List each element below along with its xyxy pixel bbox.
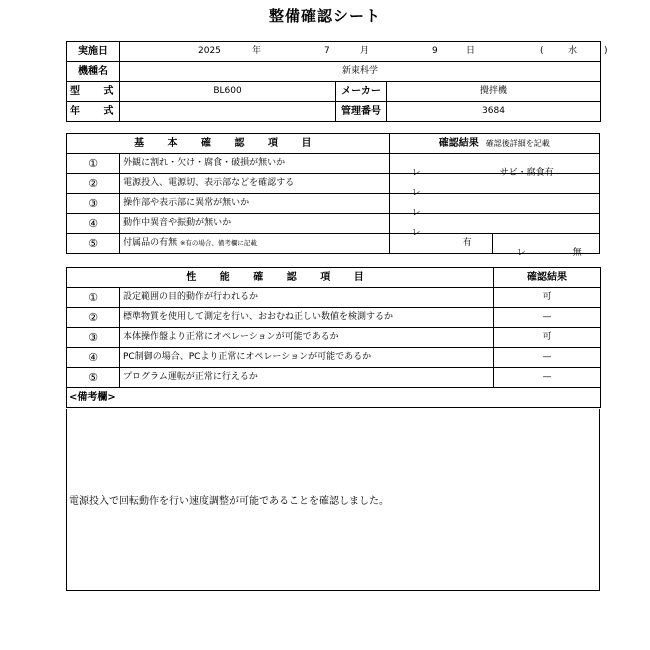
model-label: 機種名	[67, 62, 120, 82]
table-row	[67, 328, 601, 348]
basic-result-note: 確認後詳細を記載	[485, 139, 550, 148]
row-text	[120, 234, 389, 254]
performance-check-table	[66, 267, 601, 408]
accessories-result	[492, 234, 599, 258]
row-number: ⑤	[67, 368, 120, 388]
date-value	[120, 42, 608, 62]
weekday-value: 水	[568, 46, 578, 56]
row-result: 可	[494, 328, 601, 348]
year-model-label: 年 式	[67, 102, 120, 122]
basic-result-header	[389, 134, 599, 154]
maker-value: 攪拌機	[387, 82, 601, 102]
row-text: 標準物質を使用して測定を行い、おおむね正しい数値を検測するか	[120, 308, 494, 328]
remarks-header: <備考欄>	[67, 388, 601, 408]
date-label: 実施日	[67, 42, 120, 62]
row-check: レ	[516, 247, 526, 258]
row-text: 動作中異音や振動が無いか	[120, 214, 389, 234]
month-unit: 月	[360, 46, 370, 56]
year-value: 2025	[198, 46, 221, 56]
basic-result-label: 確認結果	[438, 138, 479, 149]
row-result	[389, 214, 599, 238]
row-number: ③	[67, 328, 120, 348]
year-model-value	[120, 102, 336, 122]
maker-label: メーカー	[336, 82, 387, 102]
accessories-none: 無	[572, 247, 582, 258]
row-result	[389, 194, 599, 218]
table-row	[67, 194, 600, 214]
page-title: 整備確認シート	[268, 7, 381, 25]
basic-header: 基 本 確 認 項 目	[67, 134, 390, 154]
row-result: —	[494, 368, 601, 388]
weekday-open: (	[540, 46, 544, 56]
accessories-note: ※有の場合、備考欄に記載	[179, 239, 257, 247]
info-table	[66, 41, 608, 122]
month-value: 7	[324, 46, 330, 56]
row-number: ②	[67, 174, 120, 194]
type-value: BL600	[120, 82, 336, 102]
year-unit: 年	[252, 46, 262, 56]
row-check: レ	[411, 227, 421, 238]
row-result: 可	[494, 288, 601, 308]
row-check: レ	[411, 187, 421, 198]
weekday-close: )	[604, 46, 608, 56]
day-unit: 日	[466, 46, 476, 56]
table-row	[67, 214, 600, 234]
row-number: ④	[67, 348, 120, 368]
row-result	[389, 154, 599, 178]
table-row	[67, 348, 601, 368]
row-result: —	[494, 308, 601, 328]
row-detail: サビ・腐食有	[499, 167, 554, 178]
row-result	[389, 174, 599, 198]
mgmt-value: 3684	[387, 102, 601, 122]
row-text: 本体操作盤より正常にオペレーションが可能であるか	[120, 328, 494, 348]
row-text: 操作部や表示部に異常が無いか	[120, 194, 389, 214]
table-row	[67, 368, 601, 388]
table-row	[67, 308, 601, 328]
model-value: 新東科学	[120, 62, 601, 82]
row-number: ④	[67, 214, 120, 234]
row-number: ⑤	[67, 234, 120, 254]
row-number: ①	[67, 154, 120, 174]
accessories-has: 有	[389, 234, 492, 254]
row-text: 設定範囲の目的動作が行われるか	[120, 288, 494, 308]
type-label: 型 式	[67, 82, 120, 102]
performance-result-header: 確認結果	[494, 268, 601, 288]
basic-check-table	[66, 133, 600, 258]
table-row	[67, 154, 600, 174]
row-result: —	[494, 348, 601, 368]
row-check: レ	[411, 167, 421, 178]
accessories-label: 付属品の有無	[123, 238, 178, 248]
remarks-box	[66, 409, 600, 591]
day-value: 9	[432, 46, 438, 56]
row-number: ②	[67, 308, 120, 328]
row-check: レ	[411, 207, 421, 218]
row-number: ①	[67, 288, 120, 308]
row-text: プログラム運転が正常に行えるか	[120, 368, 494, 388]
table-row	[67, 174, 600, 194]
remarks-text: 電源投入で回転動作を行い速度調整が可能であることを確認しました。	[69, 496, 389, 507]
mgmt-label: 管理番号	[336, 102, 387, 122]
table-row	[67, 234, 600, 254]
performance-header: 性 能 確 認 項 目	[67, 268, 494, 288]
table-row	[67, 288, 601, 308]
row-text: 電源投入、電源切、表示部などを確認する	[120, 174, 389, 194]
row-text: PC制御の場合、PCより正常にオペレーションが可能であるか	[120, 348, 494, 368]
row-number: ③	[67, 194, 120, 214]
row-text: 外観に割れ・欠け・腐食・破損が無いか	[120, 154, 389, 174]
